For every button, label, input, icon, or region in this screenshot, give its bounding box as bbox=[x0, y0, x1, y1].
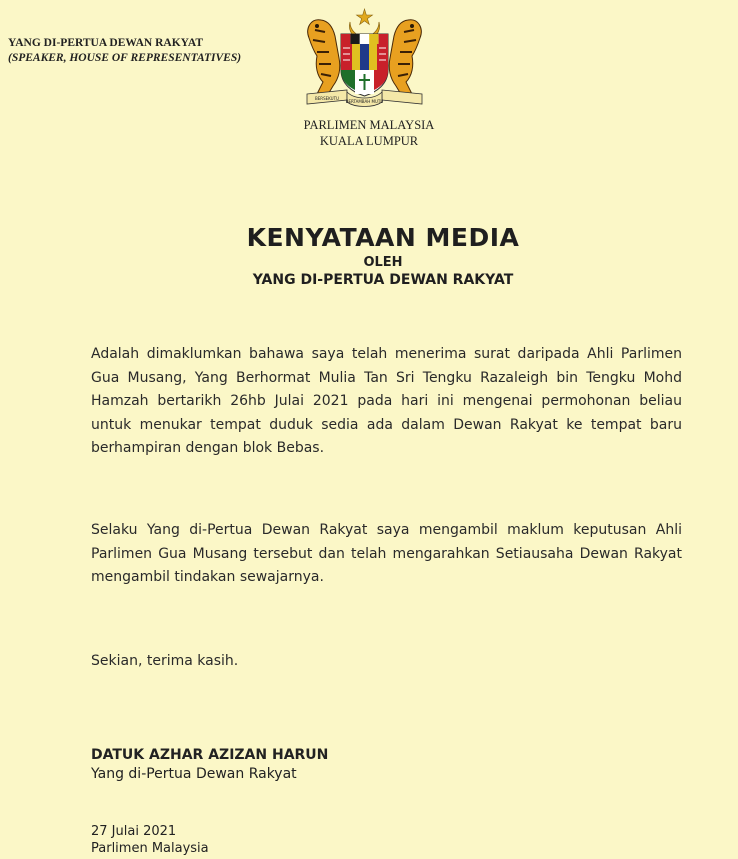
speaker-title-english: (SPEAKER, HOUSE OF REPRESENTATIVES) bbox=[8, 52, 242, 64]
crest-ribbon-left-text: BERSEKUTU bbox=[315, 96, 339, 101]
crest-ribbon-right-text: BERTAMBAH MUTU bbox=[345, 99, 384, 104]
signer-position: Yang di-Pertua Dewan Rakyat bbox=[91, 766, 297, 782]
signature-block bbox=[91, 746, 328, 784]
closing-line: Sekian, terima kasih. bbox=[91, 653, 239, 669]
body-paragraph-2: Selaku Yang di-Pertua Dewan Rakyat saya mengambil maklum keputusan Ahli Parlimen Gua Musang tersebut dan telah mengarahkan Setiausaha Dewan Rakyat mengambil tindakan sewajarnya. bbox=[91, 522, 682, 585]
statement-by: OLEH bbox=[363, 255, 403, 270]
statement-place: Parlimen Malaysia bbox=[91, 841, 209, 856]
body-paragraph-1: Adalah dimaklumkan bahawa saya telah menerima surat daripada Ahli Parlimen Gua Musang, Yang Berhormat Mulia Tan Sri Tengku Razaleigh bin Tengku Mohd Hamzah bertarikh 26hb Julai 2021 pada hari ini mengenai permohonan beliau untuk menukar tempat duduk sedia ada dalam Dewan Rakyat ke tempat baru berhampiran dengan blok Bebas. bbox=[91, 346, 682, 456]
city-name: KUALA LUMPUR bbox=[319, 134, 419, 148]
speaker-title: YANG DI-PERTUA DEWAN RAKYAT bbox=[8, 37, 204, 49]
date-place-block bbox=[91, 823, 209, 857]
speaker-title-block bbox=[8, 36, 241, 66]
statement-date: 27 Julai 2021 bbox=[91, 824, 177, 839]
signer-name: DATUK AZHAR AZIZAN HARUN bbox=[91, 747, 329, 763]
statement-author: YANG DI-PERTUA DEWAN RAKYAT bbox=[252, 272, 514, 288]
institution-name: PARLIMEN MALAYSIA bbox=[303, 118, 435, 132]
statement-title: KENYATAAN MEDIA bbox=[246, 223, 520, 252]
parliament-address bbox=[0, 117, 738, 149]
statement-heading bbox=[0, 222, 738, 289]
coat-of-arms-icon bbox=[303, 8, 426, 110]
